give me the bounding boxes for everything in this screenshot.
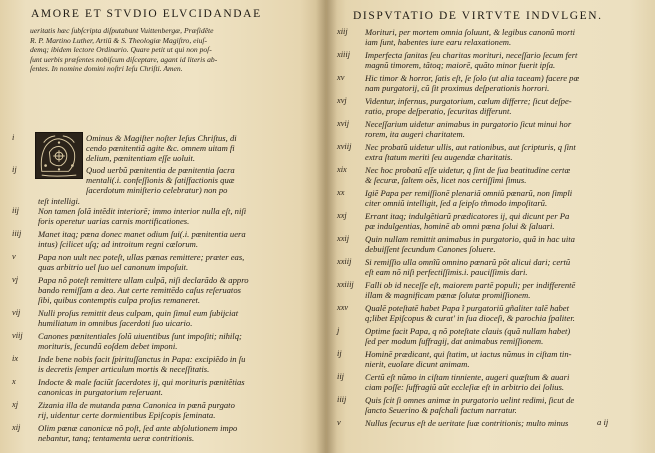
thesis-line: Quod uerbũ pœnitentia de pœnitentia ſacra <box>86 165 235 175</box>
thesis-line: nam purgatorij, cũ ſit proximus deſperationis horrori. <box>365 83 550 94</box>
thesis-numeral: xxiiij <box>337 280 354 289</box>
thesis-line: Canones pœnitentiales ſolũ uiuentibus ſunt impoſiti; nihilq; <box>38 331 242 341</box>
thesis-line: ciam poſſe: ſuffragiũ aũt eccleſiæ eſt in arbitrio dei ſolius. <box>365 382 565 393</box>
thesis-line: Inde bene nobis facit ſpirituſſanctus in Papa: excipiẽdo in ſu <box>38 354 246 364</box>
thesis-line: rij, uidentur certe dormientibus Epiſcopis ſeminata. <box>38 410 216 421</box>
thesis-numeral: ij <box>12 165 17 174</box>
thesis-line: Si remiſſio ulla omnĩũ omnino pœnarũ pōt alicui dari; certũ <box>365 257 571 267</box>
thesis-line: Nec probatũ uidetur ullis, aut rationibus, aut ſcripturis, q ſint <box>365 142 576 152</box>
thesis-line: Papa nõ poteſt remittere ullam culpã, niſi declarãdo & appro <box>38 275 249 285</box>
thesis-line: Nec hoc probatũ eſſe uidetur, q ſint de ſua beatitudine certæ <box>365 165 571 175</box>
thesis-line: magnũ timorem, tãtoq; maiorē, quãto minor fuerit ipſa. <box>365 60 556 71</box>
thesis-numeral: v <box>337 418 341 427</box>
thesis-line: Quin nullam remittit animabus in purgatorio, quã in hac uita <box>365 234 575 244</box>
thesis-line: delium, pœnitentiam eſſe uoluit. <box>86 153 196 164</box>
thesis-line: teſt intelligi. <box>38 195 81 206</box>
thesis-line: ſed per modum ſuffragij, dat animabus remiſſionem. <box>365 336 544 347</box>
thesis-line: cendo pœnitentiã agite &c. omnem uitam fi <box>86 143 235 154</box>
thesis-line: Manet itaq; pœna donec manet odium ſui(.i. pœnitentia uera <box>38 229 246 239</box>
thesis-numeral: vij <box>12 308 21 317</box>
thesis-numeral: i <box>12 133 15 142</box>
thesis-numeral: x <box>12 377 16 386</box>
thesis-line: Hominē prædicant, qui ſtatim, ut iactus nũmus in ciſtam tin- <box>365 349 572 359</box>
initial-ornament-icon <box>36 133 82 178</box>
thesis-line: citer omniũ intelligit, ſed a ſeipſo tñmodo impoſitarũ. <box>365 198 548 209</box>
thesis-line: Optime facit Papa, q nõ poteſtate clauis (quã nullam habet) <box>365 326 571 336</box>
intro-line: demq; ibidem lectore Ordinario. Quare petit ut qui non poſ- <box>30 45 212 55</box>
thesis-line: Errant itaq; indulgẽtiarũ prædicatores ij, qui dicunt per Pa <box>365 211 570 221</box>
thesis-numeral: xxiij <box>337 257 352 266</box>
thesis-numeral: v <box>12 252 16 261</box>
thesis-line: Ominus & Magiſter noſter Ieſus Chriſtus, di <box>86 133 237 143</box>
thesis-line: nebantur, tanq; tentamenta ueræ contritionis. <box>38 433 195 444</box>
decorated-initial-d <box>35 132 83 179</box>
thesis-line: rorem, ita augeri charitatem. <box>365 129 465 140</box>
thesis-line: eſt eam nõ niſi perfectiſſimis.i. pauciſſimis dari. <box>365 267 528 278</box>
intro-line: ſentes. In nomine domini noſtri Ieſu Chriſti. Amen. <box>30 64 183 74</box>
thesis-line: Videntur, infernus, purgatorium, cælum differre; ſicut deſpe- <box>365 96 572 106</box>
thesis-numeral: xviij <box>337 142 352 151</box>
thesis-numeral: ix <box>12 354 19 363</box>
thesis-line: ratio, prope deſperatio, ſecuritas differunt. <box>365 106 512 117</box>
thesis-numeral: j <box>337 326 340 335</box>
intro-line: ſunt uerbis præſentes nobiſcum diſceptare, agant id literis ab- <box>30 54 218 64</box>
thesis-line: Indocte & male faciũt ſacerdotes ij, qui morituris pœnitẽtias <box>38 377 245 387</box>
thesis-line: Igiẽ Papa per remiſſionē plenariã omniũ pœnarũ, non ſimpli <box>365 188 573 198</box>
thesis-numeral: iij <box>337 372 344 381</box>
thesis-line: extra ſtatum meriti ſeu augendæ charitatis. <box>365 152 513 163</box>
thesis-numeral: xxv <box>337 303 349 312</box>
thesis-line: Nulli proſus remittit deus culpam, quin ſimul eum ſubijciat <box>38 308 239 318</box>
thesis-line: debuiſſent ſecundum Canones ſoluere. <box>365 244 496 255</box>
thesis-line: Olim pœnæ canonicæ nõ poſt, ſed ante abſolutionem impo <box>38 423 238 433</box>
thesis-numeral: xx <box>337 188 345 197</box>
thesis-numeral: ij <box>337 349 342 358</box>
thesis-numeral: xvij <box>337 119 350 128</box>
thesis-line: Falli ob id neceſſe eſt, maiorem partē populi; per indifferentē <box>365 280 576 290</box>
thesis-line: is decretis ſemper articulum mortis & neceſſitatis. <box>38 364 210 375</box>
thesis-line: humiliatum in omnibus ſacerdoti ſuo uicario. <box>38 318 193 329</box>
thesis-line: Neceſſarium uidetur animabus in purgatorio ſicut minui hor <box>365 119 572 129</box>
thesis-line: Non tamen ſolã intẽdit interiorē; immo interior nulla eſt, niſi <box>38 206 247 216</box>
thesis-line: Quis ſcit ſi omnes animæ in purgatorio uelint redimi, ſicut de <box>365 395 575 405</box>
thesis-line: Hic timor & horror, ſatis eſt, ſe ſolo (ut alia taceam) facere pœ <box>365 73 580 83</box>
thesis-numeral: iij <box>12 206 19 215</box>
thesis-line: canonicas in purgatorium reſeruant. <box>38 387 163 398</box>
intro-line: ueritatis hæc ſubſcripta diſputabunt Vuittenbergæ, Præſidēte <box>30 26 214 35</box>
thesis-line: Qualē poteſtatē habet Papa ĩ purgatoriũ gñaliter talē habet <box>365 303 569 313</box>
thesis-numeral: viij <box>12 331 23 340</box>
thesis-line: Zizania illa de mutanda pœna Canonica in pœnã purgato <box>38 400 235 410</box>
thesis-numeral: xiij <box>337 27 348 36</box>
thesis-numeral: xix <box>337 165 347 174</box>
thesis-numeral: vj <box>12 275 19 284</box>
thesis-line: bando remiſſam a deo. Aut certe remittēdo caſus reſeruatos <box>38 285 241 296</box>
thesis-numeral: xij <box>12 423 21 432</box>
thesis-numeral: xxj <box>337 211 347 220</box>
thesis-line: quas arbitrio uel ſuo uel canonum impoſuit. <box>38 262 189 273</box>
thesis-numeral: xxij <box>337 234 350 243</box>
thesis-line: Certũ eſt nũmo in ciſtam tinniente, augeri quæſtum & auari <box>365 372 570 382</box>
thesis-line: Nullus ſecurus eſt de ueritate ſuæ contritionis; multo minus <box>365 418 569 428</box>
thesis-line: ſacerdotum miniſterio celebratur) non po <box>86 185 228 196</box>
thesis-line: q;libet Epiſcopus & curat' in ſua dioceſi, & parochia ſpaliter. <box>365 313 575 324</box>
thesis-numeral: xv <box>337 73 345 82</box>
thesis-line: iam ſunt, habentes iure earu relaxationem. <box>365 37 512 48</box>
right-page-title: DISPVTATIO DE VIRTVTE INDVLGEN. <box>353 10 603 22</box>
thesis-line: pæ indulgentias, hominē ab omni pœna ſolui & ſaluari. <box>365 221 555 232</box>
right-page <box>327 0 655 453</box>
thesis-numeral: xj <box>12 400 19 409</box>
left-page <box>0 0 327 453</box>
thesis-line: mentali(.i. confeſſionis & ſatiſfactionis quæ <box>86 175 235 186</box>
thesis-line: Morituri, per mortem omnia ſoluunt, & legibus canonũ morti <box>365 27 576 37</box>
intro-paragraph <box>30 26 312 74</box>
folio-signature: a ij <box>597 417 609 427</box>
thesis-line: foris operetur uarias carnis mortificationes. <box>38 216 190 227</box>
thesis-numeral: xiiij <box>337 50 351 59</box>
gutter-shadow <box>316 0 326 453</box>
thesis-line: illam & magnificam pœnæ ſolutæ promiſſionem. <box>365 290 531 301</box>
thesis-numeral: iiij <box>12 229 22 238</box>
thesis-line: nierit, euolare dicunt animam. <box>365 359 470 370</box>
thesis-line: Papa non uult nec poteſt, ullas pœnas remittere; præter eas, <box>38 252 245 262</box>
thesis-numeral: xvj <box>337 96 347 105</box>
intro-line: R. P. Martino Luther, Artiũ & S. Theologiæ Magiſtro, eiuſ- <box>30 35 208 45</box>
thesis-line: & ſecuræ, ſaltem oẽs, licet nos certiſſimi ſimus. <box>365 175 527 186</box>
thesis-numeral: iiij <box>337 395 347 404</box>
thesis-line: ſibi, quibus contemptis culpa proſus remaneret. <box>38 295 201 306</box>
left-page-title: AMORE ET STVDIO ELVCIDANDAE <box>31 8 262 20</box>
thesis-line: ſancto Seuerino & paſchali factum narratur. <box>365 405 517 416</box>
thesis-line: Imperfecta ſanitas ſeu charitas morituri, neceſſario ſecum fert <box>365 50 578 60</box>
thesis-line: intus) ſcilicet uſq; ad introitum regni cælorum. <box>38 239 199 250</box>
thesis-line: morituris, ſecundũ eoſdem debet imponi. <box>38 341 178 352</box>
